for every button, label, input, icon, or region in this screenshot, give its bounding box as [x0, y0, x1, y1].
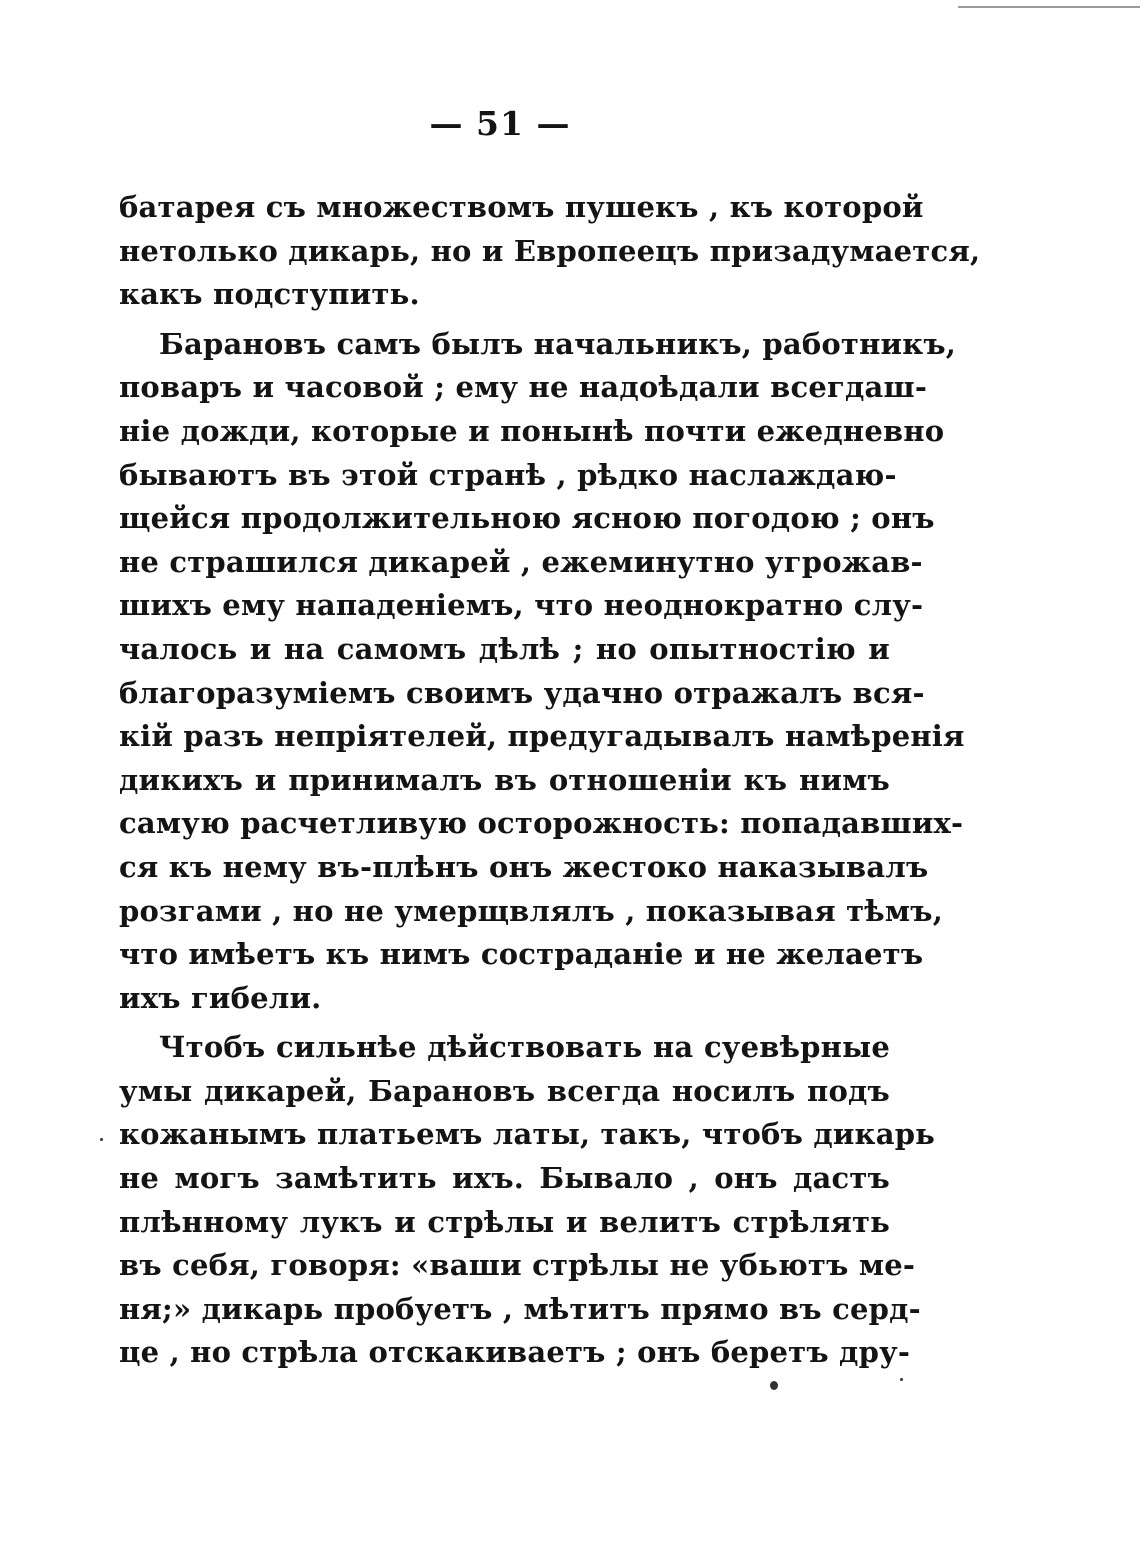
text-line: не могъ замѣтить ихъ. Бывало , онъ дастъ: [119, 1161, 890, 1196]
paragraph: [119, 323, 965, 1021]
text-line: ся къ нему въ-плѣнъ онъ жестоко наказывалъ: [119, 849, 929, 884]
text-line: шихъ ему нападеніемъ, что неоднократно слу-: [119, 588, 924, 623]
text-line: въ себя, говоря: «ваши стрѣлы не убьютъ ме-: [119, 1248, 916, 1283]
text-line: нетолько дикарь, но и Европеецъ призадумается,: [119, 233, 981, 268]
text-line: какъ подступить.: [119, 277, 420, 312]
text-line: поваръ и часовой ; ему не надоѣдали всегдаш-: [119, 370, 928, 405]
text-line: дикихъ и принималъ въ отношеніи къ нимъ: [119, 762, 890, 797]
text-line: це , но стрѣла отскакиваетъ ; онъ беретъ дру-: [119, 1335, 911, 1370]
text-line: щейся продолжительною ясною погодою ; онъ: [119, 501, 935, 536]
text-line: ня;» дикарь пробуетъ , мѣтитъ прямо въ серд-: [119, 1291, 921, 1326]
text-line: бываютъ въ этой странѣ , рѣдко наслаждаю-: [119, 457, 897, 492]
text-line: батарея съ множествомъ пушекъ , къ которой: [119, 190, 924, 224]
text-line: что имѣетъ къ нимъ состраданіе и не желаетъ: [119, 937, 924, 972]
text-line: кій разъ непріятелей, предугадывалъ намѣренія: [119, 719, 965, 754]
body-text: [119, 186, 981, 1375]
text-line: Чтобъ сильнѣе дѣйствовать на суевѣрные: [159, 1030, 890, 1065]
top-edge-rule: [958, 6, 1140, 8]
text-line: плѣнному лукъ и стрѣлы и велитъ стрѣлять: [119, 1204, 890, 1239]
paragraph: [119, 186, 981, 317]
text-line: самую расчетливую осторожность: попадавших-: [119, 806, 964, 841]
text-line: розгами , но не умерщвлялъ , показывая тѣмъ,: [119, 893, 944, 928]
text-line: ихъ гибели.: [119, 980, 322, 1015]
text-line: не страшился дикарей , ежеминутно угрожав-: [119, 544, 923, 579]
text-line: кожанымъ платьемъ латы, такъ, чтобъ дикарь: [119, 1117, 936, 1152]
page-number: — 51 —: [429, 104, 571, 143]
text-line: Барановъ самъ былъ начальникъ, работникъ,: [159, 326, 957, 361]
ink-speck: [770, 1381, 778, 1390]
ink-speck: [100, 1138, 103, 1141]
ink-speck: [900, 1378, 903, 1381]
text-line: ніе дожди, которые и понынѣ почти ежедневно: [119, 413, 945, 448]
text-line: благоразуміемъ своимъ удачно отражалъ вся-: [119, 675, 925, 710]
paragraph: [119, 1026, 936, 1375]
text-line: умы дикарей, Барановъ всегда носилъ подъ: [119, 1073, 890, 1108]
text-line: чалось и на самомъ дѣлѣ ; но опытностію и: [119, 631, 890, 666]
